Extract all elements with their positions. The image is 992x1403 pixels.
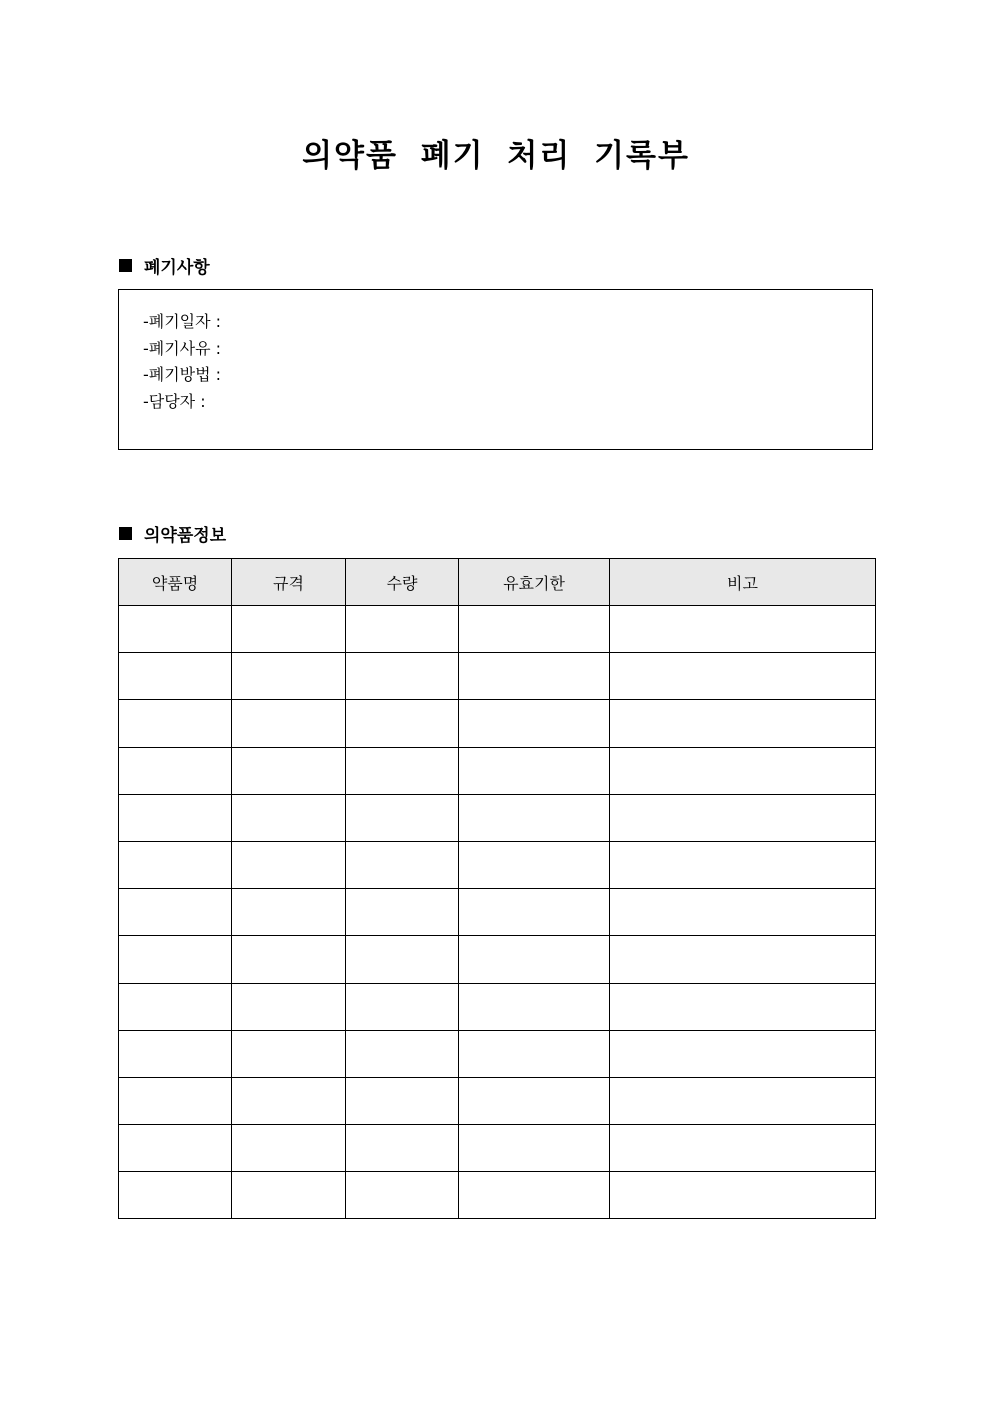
disposal-reason-field[interactable]: -폐기사유 : <box>143 338 222 358</box>
table-row <box>119 1030 876 1077</box>
remarks-cell[interactable] <box>610 1125 876 1172</box>
spec-cell[interactable] <box>232 983 346 1030</box>
spec-cell[interactable] <box>232 889 346 936</box>
table-row <box>119 700 876 747</box>
quantity-cell[interactable] <box>346 606 459 653</box>
disposal-info-box <box>118 289 873 450</box>
drug-name-cell[interactable] <box>119 889 232 936</box>
quantity-cell[interactable] <box>346 700 459 747</box>
drug-name-cell[interactable] <box>119 1125 232 1172</box>
table-row <box>119 794 876 841</box>
table-row <box>119 653 876 700</box>
quantity-cell[interactable] <box>346 653 459 700</box>
table-header-row <box>119 559 876 606</box>
spec-cell[interactable] <box>232 1077 346 1124</box>
spec-cell[interactable] <box>232 936 346 983</box>
drug-name-cell[interactable] <box>119 606 232 653</box>
column-header-drug-name: 약품명 <box>119 559 232 606</box>
expiry-cell[interactable] <box>459 1172 610 1219</box>
spec-cell[interactable] <box>232 1172 346 1219</box>
column-header-remarks: 비고 <box>610 559 876 606</box>
remarks-cell[interactable] <box>610 841 876 888</box>
drug-section-title: 의약품정보 <box>144 526 227 546</box>
column-header-expiry: 유효기한 <box>459 559 610 606</box>
remarks-cell[interactable] <box>610 936 876 983</box>
expiry-cell[interactable] <box>459 841 610 888</box>
remarks-cell[interactable] <box>610 747 876 794</box>
drug-name-cell[interactable] <box>119 841 232 888</box>
expiry-cell[interactable] <box>459 653 610 700</box>
expiry-cell[interactable] <box>459 747 610 794</box>
table-row <box>119 889 876 936</box>
disposal-section-heading <box>119 253 210 278</box>
drug-name-cell[interactable] <box>119 1172 232 1219</box>
quantity-cell[interactable] <box>346 1030 459 1077</box>
disposal-date-field[interactable]: -폐기일자 : <box>143 312 222 331</box>
spec-cell[interactable] <box>232 794 346 841</box>
drug-name-cell[interactable] <box>119 1030 232 1077</box>
table-row <box>119 1125 876 1172</box>
page-title: 의약품 폐기 처리 기록부 <box>302 138 690 174</box>
disposal-method-field[interactable]: -폐기방법 : <box>143 365 222 384</box>
quantity-cell[interactable] <box>346 983 459 1030</box>
drug-table-body <box>119 606 876 1219</box>
spec-cell[interactable] <box>232 747 346 794</box>
disposal-section-title: 폐기사항 <box>144 258 210 278</box>
square-bullet-icon <box>119 259 132 272</box>
expiry-cell[interactable] <box>459 1077 610 1124</box>
square-bullet-icon <box>119 527 132 540</box>
table-row <box>119 841 876 888</box>
table-row <box>119 1077 876 1124</box>
remarks-cell[interactable] <box>610 794 876 841</box>
expiry-cell[interactable] <box>459 983 610 1030</box>
quantity-cell[interactable] <box>346 936 459 983</box>
drug-name-cell[interactable] <box>119 700 232 747</box>
spec-cell[interactable] <box>232 653 346 700</box>
drug-name-cell[interactable] <box>119 653 232 700</box>
table-row <box>119 936 876 983</box>
quantity-cell[interactable] <box>346 1172 459 1219</box>
quantity-cell[interactable] <box>346 889 459 936</box>
drug-section-heading <box>119 521 226 546</box>
remarks-cell[interactable] <box>610 653 876 700</box>
table-row <box>119 1172 876 1219</box>
expiry-cell[interactable] <box>459 700 610 747</box>
remarks-cell[interactable] <box>610 700 876 747</box>
remarks-cell[interactable] <box>610 1030 876 1077</box>
spec-cell[interactable] <box>232 1030 346 1077</box>
quantity-cell[interactable] <box>346 841 459 888</box>
quantity-cell[interactable] <box>346 747 459 794</box>
remarks-cell[interactable] <box>610 889 876 936</box>
manager-field[interactable]: -담당자 : <box>143 391 206 411</box>
remarks-cell[interactable] <box>610 983 876 1030</box>
drug-name-cell[interactable] <box>119 747 232 794</box>
table-row <box>119 983 876 1030</box>
drug-info-table <box>118 558 876 1219</box>
spec-cell[interactable] <box>232 841 346 888</box>
column-header-spec: 규격 <box>232 559 346 606</box>
remarks-cell[interactable] <box>610 606 876 653</box>
expiry-cell[interactable] <box>459 936 610 983</box>
quantity-cell[interactable] <box>346 794 459 841</box>
spec-cell[interactable] <box>232 1125 346 1172</box>
remarks-cell[interactable] <box>610 1077 876 1124</box>
drug-name-cell[interactable] <box>119 1077 232 1124</box>
expiry-cell[interactable] <box>459 1030 610 1077</box>
remarks-cell[interactable] <box>610 1172 876 1219</box>
table-row <box>119 747 876 794</box>
spec-cell[interactable] <box>232 700 346 747</box>
table-row <box>119 606 876 653</box>
expiry-cell[interactable] <box>459 1125 610 1172</box>
drug-name-cell[interactable] <box>119 983 232 1030</box>
expiry-cell[interactable] <box>459 794 610 841</box>
quantity-cell[interactable] <box>346 1077 459 1124</box>
spec-cell[interactable] <box>232 606 346 653</box>
drug-name-cell[interactable] <box>119 794 232 841</box>
expiry-cell[interactable] <box>459 889 610 936</box>
column-header-quantity: 수량 <box>346 559 459 606</box>
expiry-cell[interactable] <box>459 606 610 653</box>
quantity-cell[interactable] <box>346 1125 459 1172</box>
drug-name-cell[interactable] <box>119 936 232 983</box>
